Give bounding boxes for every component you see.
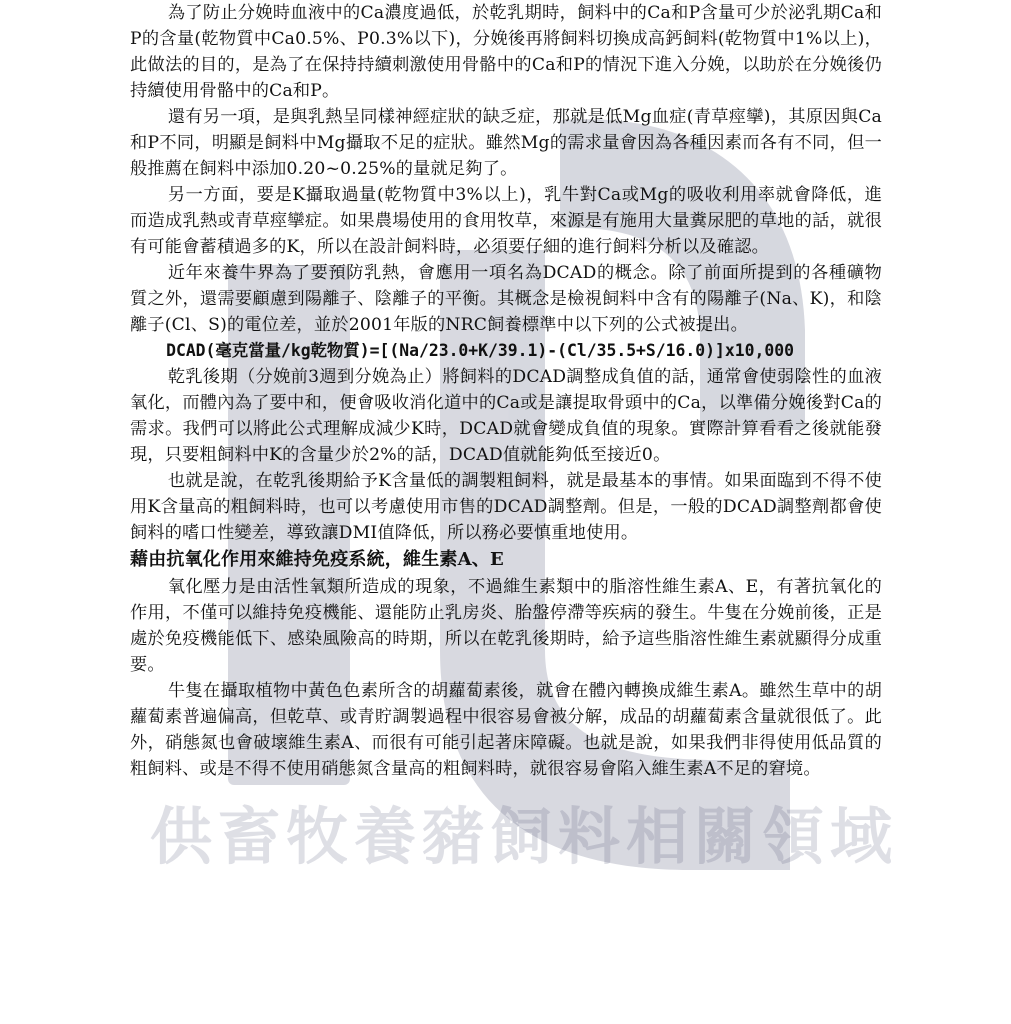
- dcad-formula: DCAD(毫克當量/kg乾物質)=[(Na/23.0+K/39.1)-(Cl/35.5+S/16.0)]x10,000: [166, 341, 794, 360]
- watermark-text: 供畜牧養豬飼料相關領域: [150, 800, 899, 873]
- paragraph-3: 另一方面，要是K攝取過量(乾物質中3%以上)，乳牛對Ca或Mg的吸收利用率就會降低，進而造成乳熱或青草痙攣症。如果農場使用的食用牧草，來源是有施用大量糞尿肥的草地的話，就很有可能會蓄積過多的K，所以在設計飼料時，必須要仔細的進行飼料分析以及確認。: [130, 185, 882, 257]
- paragraph-5: 乾乳後期（分娩前3週到分娩為止）將飼料的DCAD調整成負值的話，通常會使弱陰性的血液氧化，而體內為了要中和，便會吸收消化道中的Ca或是讓提取骨頭中的Ca，以準備分娩後對Ca的需求。我們可以將此公式理解成減少K時，DCAD就會變成負值的現象。實際計算看看之後就能發現，只要粗飼料中K的含量少於2%的話，DCAD值就能夠低至接近0。: [130, 367, 882, 465]
- paragraph-8: 牛隻在攝取植物中黃色色素所含的胡蘿蔔素後，就會在體內轉換成維生素A。雖然生草中的胡蘿蔔素普遍偏高，但乾草、或青貯調製過程中很容易會被分解，成品的胡蘿蔔素含量就很低了。此外，硝態氮也會破壞維生素A、而很有可能引起著床障礙。也就是說，如果我們非得使用低品質的粗飼料、或是不得不使用硝態氮含量高的粗飼料時，就很容易會陷入維生素A不足的窘境。: [130, 681, 882, 779]
- paragraph-1: 為了防止分娩時血液中的Ca濃度過低，於乾乳期時，飼料中的Ca和P含量可少於泌乳期Ca和P的含量(乾物質中Ca0.5%、P0.3%以下)，分娩後再將飼料切換成高鈣飼料(乾物質中1%以上)，此做法的目的，是為了在保持持續刺激使用骨骼中的Ca和P的情況下進入分娩，以助於在分娩後仍持續使用骨骼中的Ca和P。: [130, 3, 882, 101]
- paragraph-7: 氧化壓力是由活性氧類所造成的現象，不過維生素類中的脂溶性維生素A、E，有著抗氧化的作用，不僅可以維持免疫機能、還能防止乳房炎、胎盤停滯等疾病的發生。牛隻在分娩前後，正是處於免疫機能低下、感染風險高的時期，所以在乾乳後期時，給予這些脂溶性維生素就顯得分成重要。: [130, 577, 882, 675]
- section-heading: 藉由抗氧化作用來維持免疫系統，維生素A、E: [130, 549, 504, 570]
- paragraph-2: 還有另一項，是與乳熱呈同樣神經症狀的缺乏症，那就是低Mg血症(青草痙攣)，其原因與Ca和P不同，明顯是飼料中Mg攝取不足的症狀。雖然Mg的需求量會因為各種因素而各有不同，但一般推薦在飼料中添加0.20~0.25%的量就足夠了。: [130, 107, 882, 179]
- paragraph-6: 也就是說，在乾乳後期給予K含量低的調製粗飼料，就是最基本的事情。如果面臨到不得不使用K含量高的粗飼料時，也可以考慮使用市售的DCAD調整劑。但是，一般的DCAD調整劑都會使飼料的嗜口性變差，導致讓DMI值降低，所以務必要慎重地使用。: [130, 471, 882, 543]
- paragraph-4: 近年來養牛界為了要預防乳熱，會應用一項名為DCAD的概念。除了前面所提到的各種礦物質之外，還需要顧慮到陽離子、陰離子的平衡。其概念是檢視飼料中含有的陽離子(Na、K)，和陰離子(Cl、S)的電位差，並於2001年版的NRC飼養標準中以下列的公式被提出。: [130, 263, 882, 335]
- document-page: [130, 0, 882, 782]
